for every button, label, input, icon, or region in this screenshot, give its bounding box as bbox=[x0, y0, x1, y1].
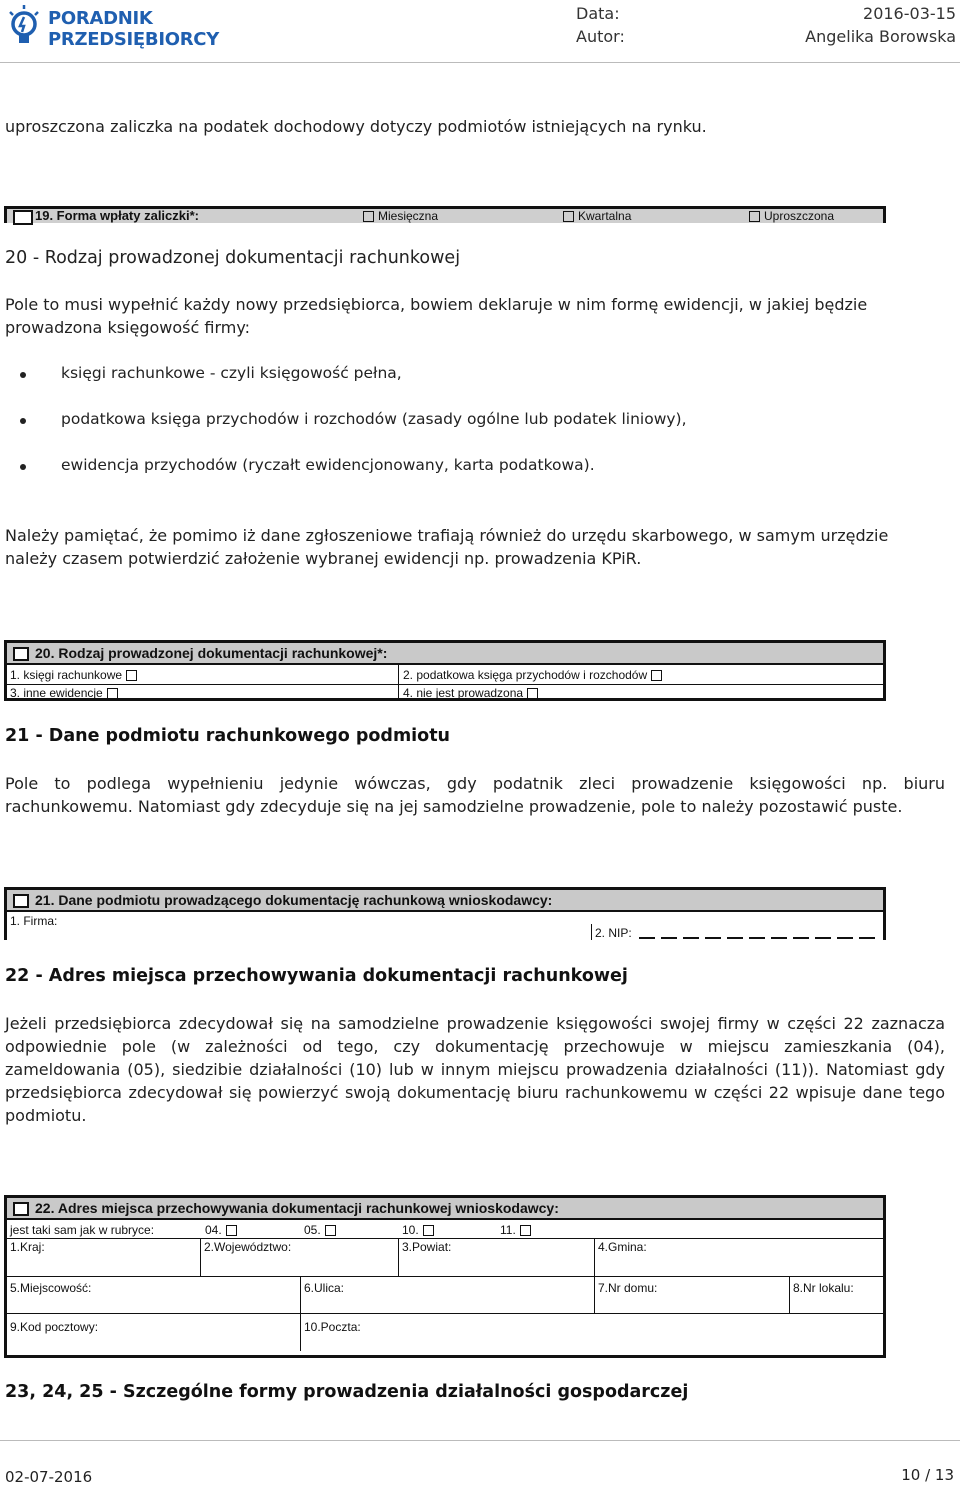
date-value: 2016-03-15 bbox=[863, 4, 956, 23]
form22-c11: 11. bbox=[500, 1223, 516, 1237]
bullet-dot bbox=[20, 372, 26, 378]
form21-nip: 2. NIP: bbox=[595, 926, 632, 940]
form22-kraj: 1.Kraj: bbox=[10, 1240, 45, 1254]
section20-para2-line1: Należy pamiętać, że pomimo iż dane zgłoszeniowe trafiają również do urzędu skarbowego, w samym urzędzie bbox=[5, 526, 889, 545]
form20-o1: 1. księgi rachunkowe bbox=[10, 668, 123, 682]
section22-line2: odpowiednie pole (w zależności od tego, czy dokumentację przechowuje w miejscu zamieszkania (04), bbox=[5, 1037, 945, 1056]
form22-poczta: 10.Poczta: bbox=[304, 1320, 361, 1334]
section22-line1: Jeżeli przedsiębiorca zdecydował się na samodzielne prowadzenie księgowości swojej firmy w części 22 zaznacza bbox=[5, 1014, 945, 1033]
intro-text: uproszczona zaliczka na podatek dochodowy dotyczy podmiotów istniejących na rynku. bbox=[5, 117, 707, 136]
form20-o3: 3. inne ewidencje bbox=[10, 686, 103, 700]
author-value: Angelika Borowska bbox=[805, 27, 956, 46]
bullet-item: ewidencja przychodów (ryczałt ewidencjonowany, karta podatkowa). bbox=[61, 456, 595, 474]
form21-firma: 1. Firma: bbox=[10, 914, 58, 928]
form22-image bbox=[4, 1195, 886, 1358]
form22-c04: 04. bbox=[205, 1223, 222, 1237]
form21-image bbox=[4, 887, 886, 940]
bullet-item: podatkowa księga przychodów i rozchodów (zasady ogólne lub podatek liniowy), bbox=[61, 410, 687, 428]
logo-line-2: PRZEDSIĘBIORCY bbox=[48, 29, 219, 50]
section21-line2: rachunkowemu. Natomiast gdy zdecyduje się na jej samodzielne prowadzenie, pole to należy pozostawić puste. bbox=[5, 797, 903, 816]
form22-dom: 7.Nr domu: bbox=[598, 1281, 658, 1295]
form22-same: jest taki sam jak w rubryce: bbox=[10, 1223, 155, 1237]
form20-title: 20. Rodzaj prowadzonej dokumentacji rachunkowej*: bbox=[35, 645, 388, 661]
header-divider bbox=[0, 62, 960, 63]
form20-image bbox=[4, 640, 886, 701]
form19-title: 19. Forma wpłaty zaliczki*: bbox=[35, 208, 200, 223]
footer-divider bbox=[0, 1440, 960, 1441]
section20-para1-line2: prowadzona księgowość firmy: bbox=[5, 318, 251, 337]
form22-gmina: 4.Gmina: bbox=[598, 1240, 647, 1254]
bullet-dot bbox=[20, 464, 26, 470]
section20-para2-line2: należy czasem potwierdzić założenie wybranej ewidencji np. prowadzenia KPiR. bbox=[5, 549, 642, 568]
form19-opt1: Miesięczna bbox=[378, 209, 439, 223]
form22-woj: 2.Województwo: bbox=[204, 1240, 292, 1254]
section22-line3: zameldowania (05), siedzibie działalności (10) lub w innym miejscu prowadzenia działalności (11)). Natomiast gdy bbox=[5, 1060, 945, 1079]
form22-kod: 9.Kod pocztowy: bbox=[10, 1320, 99, 1334]
form22-c10: 10. bbox=[402, 1223, 419, 1237]
form22-miejsc: 5.Miejscowość: bbox=[10, 1281, 92, 1295]
bullet-dot bbox=[20, 418, 26, 424]
form20-o2: 2. podatkowa księga przychodów i rozchodów bbox=[403, 668, 648, 682]
page-number: 10 / 13 bbox=[901, 1466, 954, 1484]
date-label: Data: bbox=[576, 4, 620, 23]
logo bbox=[6, 4, 226, 54]
form22-powiat: 3.Powiat: bbox=[402, 1240, 452, 1254]
section22-line4: przedsiębiorca zdecydował się powierzyć swoją dokumentację biuru rachunkowemu w części 22 wpisuje dane tego bbox=[5, 1083, 945, 1102]
form19-image bbox=[4, 206, 886, 223]
form19-opt2: Kwartalna bbox=[578, 209, 632, 223]
form21-title: 21. Dane podmiotu prowadzącego dokumentację rachunkową wnioskodawcy: bbox=[35, 892, 553, 908]
form19-opt3: Uproszczona bbox=[764, 209, 835, 223]
section21-line1: Pole to podlega wypełnieniu jedynie wówczas, gdy podatnik zleci prowadzenie księgowości np. biuru bbox=[5, 774, 945, 793]
section23-heading: 23, 24, 25 - Szczególne formy prowadzenia działalności gospodarczej bbox=[5, 1382, 689, 1402]
section22-line5: podmiotu. bbox=[5, 1106, 87, 1125]
bullet-item: księgi rachunkowe - czyli księgowość pełna, bbox=[61, 364, 402, 382]
form22-lokal: 8.Nr lokalu: bbox=[793, 1281, 854, 1295]
section20-para1-line1: Pole to musi wypełnić każdy nowy przedsiębiorca, bowiem deklaruje w nim formę ewidencji, w jakiej będzie bbox=[5, 295, 868, 314]
section20-heading: 20 - Rodzaj prowadzonej dokumentacji rachunkowej bbox=[5, 248, 461, 268]
form22-title: 22. Adres miejsca przechowywania dokumentacji rachunkowej wnioskodawcy: bbox=[35, 1200, 559, 1216]
section22-heading: 22 - Adres miejsca przechowywania dokumentacji rachunkowej bbox=[5, 966, 628, 986]
lightbulb-icon bbox=[6, 4, 42, 50]
form20-o4: 4. nie jest prowadzona bbox=[403, 686, 524, 700]
form22-ulica: 6.Ulica: bbox=[304, 1281, 345, 1295]
form22-c05: 05. bbox=[304, 1223, 321, 1237]
footer-date: 02-07-2016 bbox=[5, 1468, 93, 1486]
logo-line-1: PORADNIK bbox=[48, 8, 153, 29]
author-label: Autor: bbox=[576, 27, 625, 46]
section21-heading: 21 - Dane podmiotu rachunkowego podmiotu bbox=[5, 726, 451, 746]
